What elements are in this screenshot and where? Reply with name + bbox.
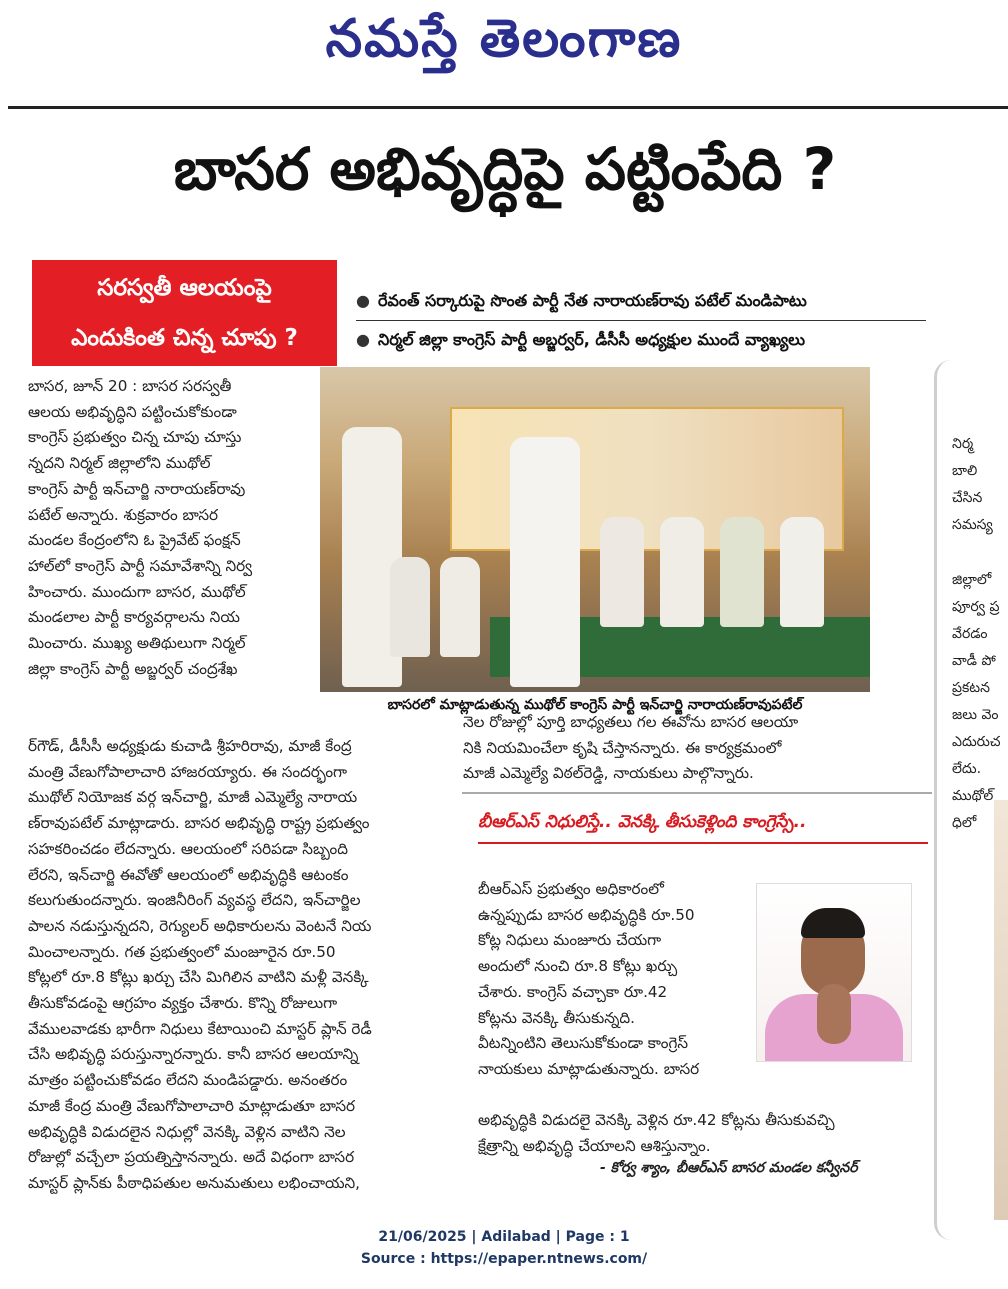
strip-photo (994, 800, 1008, 1220)
footer-date-line: 21/06/2025 | Adilabad | Page : 1 (378, 1229, 630, 1245)
article-line: కాంగ్రెస్ ప్రభుత్వం చిన్న చూపు చూస్తు (28, 428, 242, 447)
quote-line: కోట్లను వెనక్కి తీసుకున్నది. (478, 1008, 635, 1027)
article-line: బాసర, జూన్ 20 : బాసర సరస్వతీ (28, 377, 232, 395)
quote-line: బీఆర్ఎస్ ప్రభుత్వం అధికారంలో (478, 880, 664, 898)
strip-line: బాలి (952, 463, 978, 479)
kicker-box (32, 260, 337, 366)
article-line: మాజీ కేంద్ర మంత్రి వేణుగోపాలాచారి మాట్లాడుతూ బాసర (28, 1096, 356, 1115)
article-column-1 (28, 374, 313, 682)
article-line: ర్‌గౌడ్, డీసీసీ అధ్యక్షుడు కుచాడి శ్రీహరిరావు, మాజీ కేంద్ర (28, 737, 352, 755)
person-figure (720, 517, 764, 627)
strip-line: ధిలో (952, 815, 977, 831)
article-line: నెల రోజుల్లో పూర్తి బాధ్యతలు గల ఈవోను బాసర ఆలయా (463, 713, 799, 731)
article-line: నికి నియమించేలా కృషి చేస్తానన్నారు. ఈ కార్యక్రమంలో (463, 738, 782, 757)
article-line: రోజుల్లో వచ్చేలా ప్రయత్నిస్తానన్నారు. అదే విధంగా బాసర (28, 1148, 355, 1167)
article-line: మించారు. ముఖ్య అతిథులుగా నిర్మల్ (28, 634, 246, 653)
strip-line: జిల్లాలో (952, 572, 992, 588)
strip-line: ముథోల్ (952, 788, 994, 804)
article-line: తీసుకోవడంపై ఆగ్రహం వ్యక్తం చేశారు. కొన్ని రోజులుగా (28, 994, 338, 1013)
kicker-line-1: సరస్వతీ ఆలయంపై (97, 275, 272, 301)
article-line: అభివృద్ధికి విడుదలైన నిధుల్లో వెనక్కి వెళ్లిన వాటిని నెల (28, 1122, 346, 1141)
person-figure (660, 517, 704, 627)
article-line: ముథోల్ నియోజక వర్గ ఇన్‌చార్జి, మాజీ ఎమ్మెల్యే నారాయ (28, 788, 358, 807)
quote-attribution: - కోర్వ శ్యాం, బీఆర్ఎస్ బాసర మండల కన్వీనర్ (600, 1160, 858, 1176)
subhead-bullets (356, 284, 926, 357)
masthead-logo: నమస్తే తెలంగాణ (325, 8, 683, 69)
article-line: మించాలన్నారు. గత ప్రభుత్వంలో మంజూరైన రూ.50 (28, 942, 336, 961)
article-line: న్నదని నిర్మల్ జిల్లాలోని ముథోల్ (28, 454, 211, 473)
bullet-dot-icon: ● (356, 330, 370, 349)
quote-line: నాయకులు మాట్లాడుతున్నారు. బాసర (478, 1059, 700, 1078)
meeting-photo (320, 367, 870, 692)
section-divider (462, 792, 932, 794)
adjacent-article-strip (934, 360, 1008, 1240)
quote-line: ఉన్నప్పుడు బాసర అభివృద్ధికి రూ.50 (478, 905, 695, 924)
person-figure (510, 437, 580, 687)
article-line: ఆలయ అభివృద్ధిని పట్టించుకోకుండా (28, 402, 237, 421)
strip-arc (934, 360, 951, 1240)
article-line: వేములవాడకు భారీగా నిధులు కేటాయించి మాస్టర్ ప్లాన్ రెడీ (28, 1019, 372, 1038)
article-line: కోట్లలో రూ.8 కోట్లు ఖర్చు చేసి మిగిలిన వాటిని మళ్లీ వెనక్కి (28, 968, 369, 987)
quote-line: కోట్ల నిధులు మంజూరు చేయగా (478, 931, 662, 950)
bullet-dot-icon: ● (356, 291, 370, 310)
person-figure (440, 557, 480, 657)
bullet-text: రేవంత్ సర్కారుపై సొంత పార్టీ నేత నారాయణ్‌రావు పటేల్ మండిపాటు (377, 291, 807, 310)
article-line: హించారు. ముందుగా బాసర, ముథోల్ (28, 582, 246, 601)
sidebar-quote-wide (478, 1108, 928, 1159)
article-line: లేరని, ఇన్‌చార్జి ఈవోతో ఆలయంలో అభివృద్ధికి ఆటంకం (28, 865, 349, 884)
article-line: హాల్‌లో కాంగ్రెస్ పార్టీ సమావేశాన్ని నిర్వ (28, 556, 253, 575)
quote-line: క్షేత్రాన్ని అభివృద్ధి చేయాలని ఆశిస్తున్నాం. (478, 1136, 711, 1155)
bullet-item (356, 284, 926, 318)
strip-line: లేదు. (952, 761, 982, 777)
speaker-portrait (756, 883, 912, 1062)
quote-line: చేశారు. కాంగ్రెస్ వచ్చాకా రూ.42 (478, 982, 668, 1001)
photo-caption: బాసరలో మాట్లాడుతున్న ముథోల్ కాంగ్రెస్ పార్టీ ఇన్‌చార్జి నారాయణ్‌రావుపటేల్ (387, 697, 803, 713)
masthead-rule (8, 106, 1008, 109)
article-line: సహకరించడం లేదన్నారు. ఆలయంలో సరిపడా సిబ్బంది (28, 839, 348, 858)
footer-source-link[interactable]: Source : https://epaper.ntnews.com/ (360, 1251, 648, 1267)
person-figure (600, 517, 644, 627)
strip-line: ఎదురుచ (952, 734, 1001, 750)
article-line: ణ్‌రావుపటేల్ మాట్లాడారు. బాసర అభివృద్ధి రాష్ట్ర ప్రభుత్వం (28, 814, 370, 833)
article-line: చేసి అభివృద్ధి పరుస్తున్నారన్నారు. కానీ బాసర ఆలయాన్ని (28, 1045, 359, 1064)
article-line: మాత్రం పట్టించుకోవడం లేదని మండిపడ్డారు. అనంతరం (28, 1071, 348, 1090)
article-line: కలుగుతుందన్నారు. ఇంజినీరింగ్ వ్యవస్థ లేదని, ఇన్‌చార్జిల (28, 891, 361, 910)
kicker-line-2: ఎందుకింత చిన్న చూపు ? (71, 325, 298, 351)
article-column-mid (463, 710, 883, 787)
page-footer (0, 1226, 1008, 1270)
article-line: జిల్లా కాంగ్రెస్ పార్టీ అబ్జర్వర్ చంద్రశేఖ (28, 659, 238, 678)
article-line: మండల కేంద్రంలోని ఓ ప్రైవేట్ ఫంక్షన్ (28, 531, 241, 550)
strip-line: నిర్మ (952, 436, 974, 452)
sidebar-headline: బీఆర్ఎస్ నిధులిస్తే.. వెనక్కి తీసుకెళ్లింది కాంగ్రెస్సే.. (478, 812, 928, 844)
quote-line: అభివృద్ధికి విడుదలై వెనక్కి వెళ్లిన రూ.42 కోట్లను తీసుకువచ్చి (478, 1111, 835, 1129)
article-line: మాస్టర్ ప్లాన్‌కు పీఠాధిపతుల అనుమతులు లభించాయని, (28, 1173, 360, 1192)
article-line: పటేల్ అన్నారు. శుక్రవారం బాసర (28, 505, 218, 524)
person-figure (780, 517, 824, 627)
article-line: కాంగ్రెస్ పార్టీ ఇన్‌చార్జి నారాయణ్‌రావు (28, 479, 246, 498)
strip-line: ప్రకటన (952, 680, 990, 696)
strip-line: వేరడం (952, 626, 988, 642)
portrait-hair (801, 908, 865, 938)
quote-line: అందులో నుంచి రూ.8 కోట్లు ఖర్చు (478, 957, 678, 976)
strip-line: చేసిన (952, 490, 983, 506)
strip-line: జలు వెం (952, 707, 999, 723)
bullet-item (356, 323, 926, 357)
portrait-hands (817, 984, 851, 1044)
person-figure (390, 557, 430, 657)
bullet-text: నిర్మల్ జిల్లా కాంగ్రెస్ పార్టీ అబ్జర్వర్, డీసీసీ అధ్యక్షుల ముందే వ్యాఖ్యలు (377, 330, 806, 349)
strip-line: పూర్వ ప్ర (952, 599, 1000, 615)
article-line: మాజీ ఎమ్మెల్యే విఠల్‌రెడ్డి, నాయకులు పాల్గొన్నారు. (463, 764, 754, 783)
strip-line: వాడీ పో (952, 653, 996, 669)
quote-line: వీటన్నింటిని తెలుసుకోకుండా కాంగ్రెస్ (478, 1034, 689, 1053)
article-line: మంత్రి వేణుగోపాలాచారి హాజరయ్యారు. ఈ సందర్భంగా (28, 762, 348, 781)
article-line: మండలాల పార్టీ కార్యవర్గాలను నియ (28, 608, 240, 627)
strip-line: సమస్య (952, 517, 993, 533)
article-column-wide (28, 734, 465, 1197)
page-headline: బాసర అభివృద్ధిపై పట్టింపేది ? (173, 135, 837, 203)
bullet-divider (356, 320, 926, 321)
article-line: పాలన నడుస్తున్నదని, రెగ్యులర్ అధికారులను వెంటనే నియ (28, 916, 372, 935)
sidebar-quote-narrow (478, 877, 740, 1083)
